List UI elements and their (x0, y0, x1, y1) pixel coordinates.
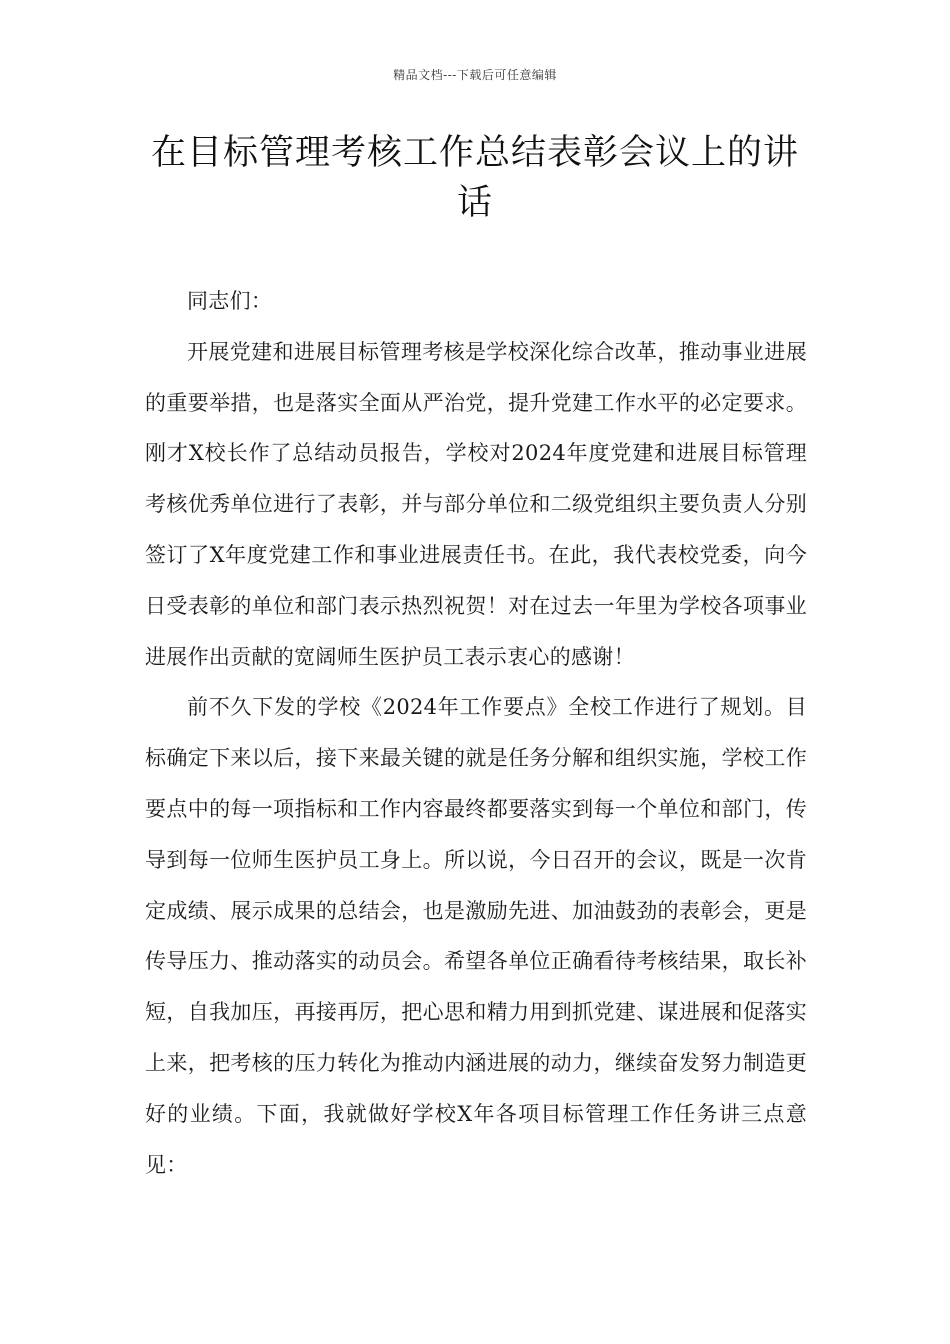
paragraph-2: 前不久下发的学校《2024年工作要点》全校工作进行了规划。目标确定下来以后，接下来最关键的就是任务分解和组织实施，学校工作要点中的每一项指标和工作内容最终都要落实到每一个单位和部门，传导到每一位师生医护员工身上。所以说，今日召开的会议，既是一次肯定成绩、展示成果的总结会，也是激励先进、加油鼓劲的表彰会，更是传导压力、推动落实的动员会。希望各单位正确看待考核结果，取长补短，自我加压，再接再厉，把心思和精力用到抓党建、谋进展和促落实上来，把考核的压力转化为推动内涵进展的动力，继续奋发努力制造更好的业绩。下面，我就做好学校X年各项目标管理工作任务讲三点意见： (145, 695, 807, 1177)
salutation: 同志们： (187, 289, 273, 313)
document-title: 在目标管理考核工作总结表彰会议上的讲话 (150, 133, 799, 223)
paragraph-1: 开展党建和进展目标管理考核是学校深化综合改革，推动事业进展的重要举措，也是落实全面从严治党，提升党建工作水平的必定要求。刚才X校长作了总结动员报告，学校对2024年度党建和进展目标管理考核优秀单位进行了表彰，并与部分单位和二级党组织主要负责人分别签订了X年度党建工作和事业进展责任书。在此，我代表校党委，向今日受表彰的单位和部门表示热烈祝贺！对在过去一年里为学校各项事业进展作出贡献的宽阔师生医护员工表示衷心的感谢！ (145, 339, 807, 669)
page-header: 精品文档---下载后可任意编辑 (393, 68, 557, 82)
document-body (145, 276, 807, 1190)
